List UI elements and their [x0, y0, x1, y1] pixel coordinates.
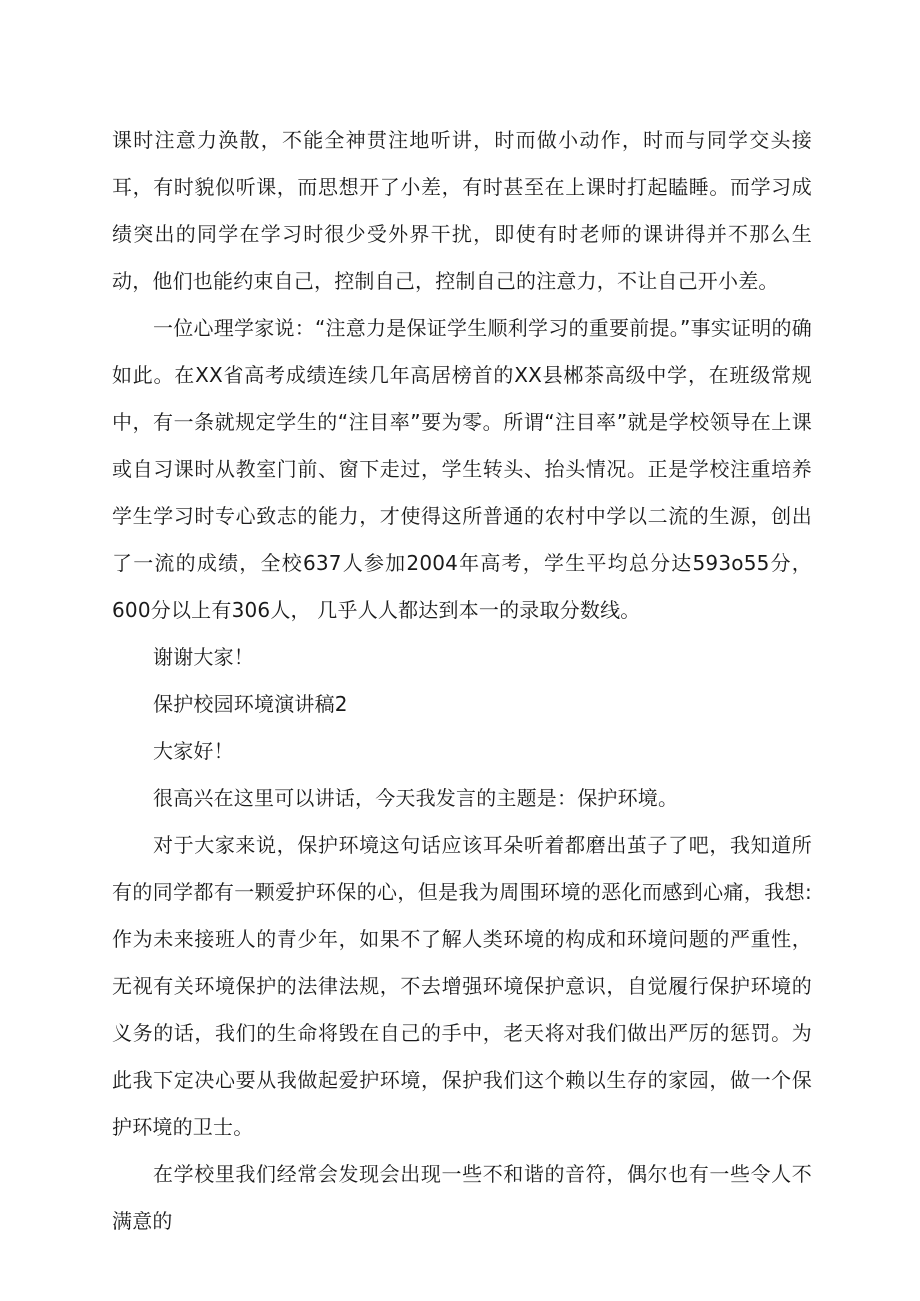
- paragraph-environment-protection: 对于大家来说，保护环境这句话应该耳朵听着都磨出茧子了吧，我知道所有的同学都有一颗爱护环保的心，但是我为周围环境的恶化而感到心痛，我想: 作为未来接班人的青少年，如果不了解人类环境的构成和环境问题的严重性，无视有关环境保护的法律法规，不去增强环境保护意识，自觉履行保护环境的义务的话，我们的生命将毁在自己的手中，老天将对我们做出严厉的惩罚。为此我下定决心要从我做起爱护环境，保护我们这个赖以生存的家园，做一个保护环境的卫士。: [112, 833, 812, 1139]
- paragraph-psychologist-quote: 一位心理学家说：“注意力是保证学生顺利学习的重要前提。”事实证明的确如此。在XX省高考成绩连续几年高居榜首的XX县郴茶高级中学，在班级常规中，有一条就规定学生的“注目率”要为零。所谓“注目率”就是学校领导在上课或自习课时从教室门前、窗下走过，学生转头、抬头情况。正是学校注重培养学生学习时专心致志的能力，才使得这所普通的农村中学以二流的生源，创出了一流的成绩，全校637人参加2004年高考，学生平均总分达593o55分，600分以上有306人， 几乎人人都达到本一的录取分数线。: [112, 316, 812, 622]
- paragraph-thanks: 谢谢大家！: [153, 645, 254, 669]
- paragraph-school-discord: 在学校里我们经常会发现会出现一些不和谐的音符，偶尔也有一些令人不满意的: [112, 1162, 812, 1233]
- paragraph-topic: 很高兴在这里可以讲话，今天我发言的主题是：保护环境。: [153, 786, 679, 810]
- document-body: [112, 117, 812, 1245]
- section-title: 保护校园环境演讲稿2: [153, 692, 348, 716]
- paragraph-attention-intro: 课时注意力涣散，不能全神贯注地听讲，时而做小动作，时而与同学交头接耳，有时貌似听课，而思想开了小差，有时甚至在上课时打起瞌睡。而学习成绩突出的同学在学习时很少受外界干扰，即使有时老师的课讲得并不那么生动，他们也能约束自己，控制自己，控制自己的注意力，不让自己开小差。: [112, 128, 812, 293]
- paragraph-greeting: 大家好！: [153, 739, 234, 763]
